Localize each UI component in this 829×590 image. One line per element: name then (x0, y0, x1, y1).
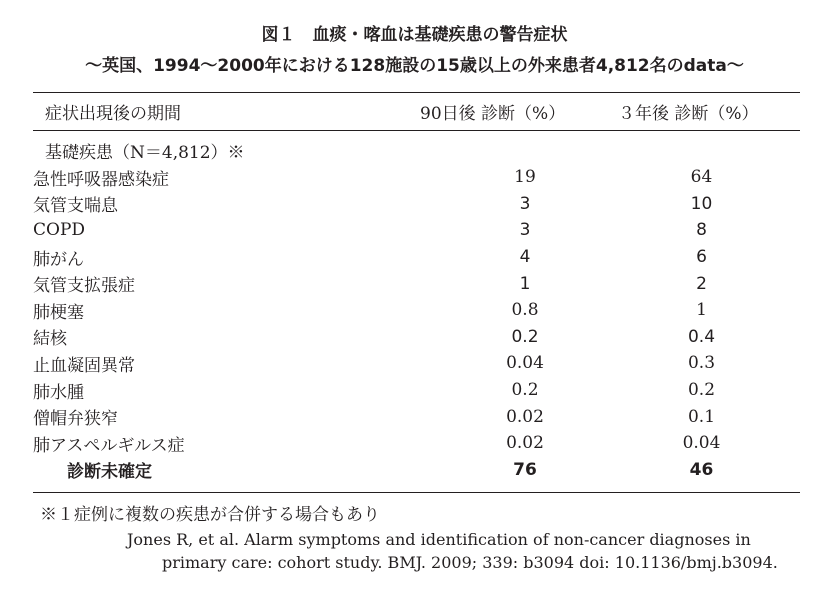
table-row (33, 244, 800, 271)
diagnosis-name: 気管支拡張症 (33, 276, 135, 297)
table-bottom-rule (33, 492, 800, 493)
diagnosis-table (33, 164, 800, 483)
table-row (33, 297, 800, 324)
diagnosis-name: 肺水腫 (33, 382, 84, 403)
value-90-days: 0.02 (506, 406, 544, 427)
header-3-years: ３年後 診断（%） (618, 104, 759, 124)
table-top-rule (33, 92, 800, 93)
citation-line-2: primary care: cohort study. BMJ. 2009; 339: b3094 doi: 10.1136/bmj.b3094. (162, 553, 778, 572)
group-label: 基礎疾患（N＝4,812）※ (45, 143, 245, 163)
diagnosis-name: 急性呼吸器感染症 (33, 169, 169, 190)
diagnosis-name: 気管支喘息 (33, 196, 118, 217)
diagnosis-name: COPD (33, 220, 86, 241)
citation-line-1: Jones R, et al. Alarm symptoms and identification of non-cancer diagnoses in (127, 530, 751, 549)
table-header-rule (33, 130, 800, 131)
value-90-days: 0.2 (511, 326, 539, 347)
header-90-days: 90日後 診断（%） (420, 104, 566, 124)
value-3-years: 10 (690, 193, 713, 214)
diagnosis-name: 止血凝固異常 (33, 355, 135, 376)
value-90-days: 19 (514, 167, 536, 188)
value-3-years: 0.1 (687, 406, 716, 427)
table-row (33, 324, 800, 351)
value-3-years: 64 (690, 167, 713, 188)
value-3-years: 6 (696, 247, 707, 268)
footnote: ※１症例に複数の疾患が合併する場合もあり (40, 505, 380, 525)
diagnosis-name: 肺アスペルギルス症 (33, 435, 185, 456)
diagnosis-name: 肺がん (33, 249, 84, 270)
table-row (33, 430, 800, 457)
diagnosis-name: 僧帽弁狭窄 (33, 409, 118, 430)
undiagnosed-90-days: 76 (513, 459, 537, 480)
figure-title: 図１ 血痰・喀血は基礎疾患の警告症状 (261, 25, 568, 45)
value-90-days: 3 (519, 220, 531, 241)
value-90-days: 3 (519, 193, 531, 214)
value-90-days: 0.04 (506, 353, 544, 374)
table-row (33, 377, 800, 404)
value-3-years: 1 (696, 300, 707, 321)
figure-subtitle: 〜英国、1994〜2000年における128施設の15歳以上の外来患者4,812名のdata〜 (85, 56, 744, 76)
table-row (33, 191, 800, 218)
value-90-days: 0.2 (511, 380, 539, 401)
value-3-years: 8 (696, 220, 707, 241)
undiagnosed-3-years: 46 (689, 459, 714, 480)
diagnosis-name: 肺梗塞 (33, 302, 84, 323)
table-row (33, 350, 800, 377)
table-row (33, 164, 800, 191)
value-3-years: 0.2 (687, 380, 716, 401)
value-90-days: 0.02 (506, 433, 544, 454)
value-3-years: 0.4 (687, 326, 716, 347)
value-3-years: 2 (696, 273, 707, 294)
diagnosis-name: 結核 (33, 329, 67, 350)
undiagnosed-label: 診断未確定 (67, 462, 152, 483)
table-row-total (33, 457, 800, 484)
table-row (33, 270, 800, 297)
table-row (33, 403, 800, 430)
table-row (33, 217, 800, 244)
value-3-years: 0.3 (687, 353, 716, 374)
value-90-days: 1 (519, 273, 531, 294)
header-period: 症状出現後の期間 (45, 104, 181, 124)
value-3-years: 0.04 (682, 433, 721, 454)
value-90-days: 4 (519, 247, 531, 268)
value-90-days: 0.8 (511, 300, 539, 321)
